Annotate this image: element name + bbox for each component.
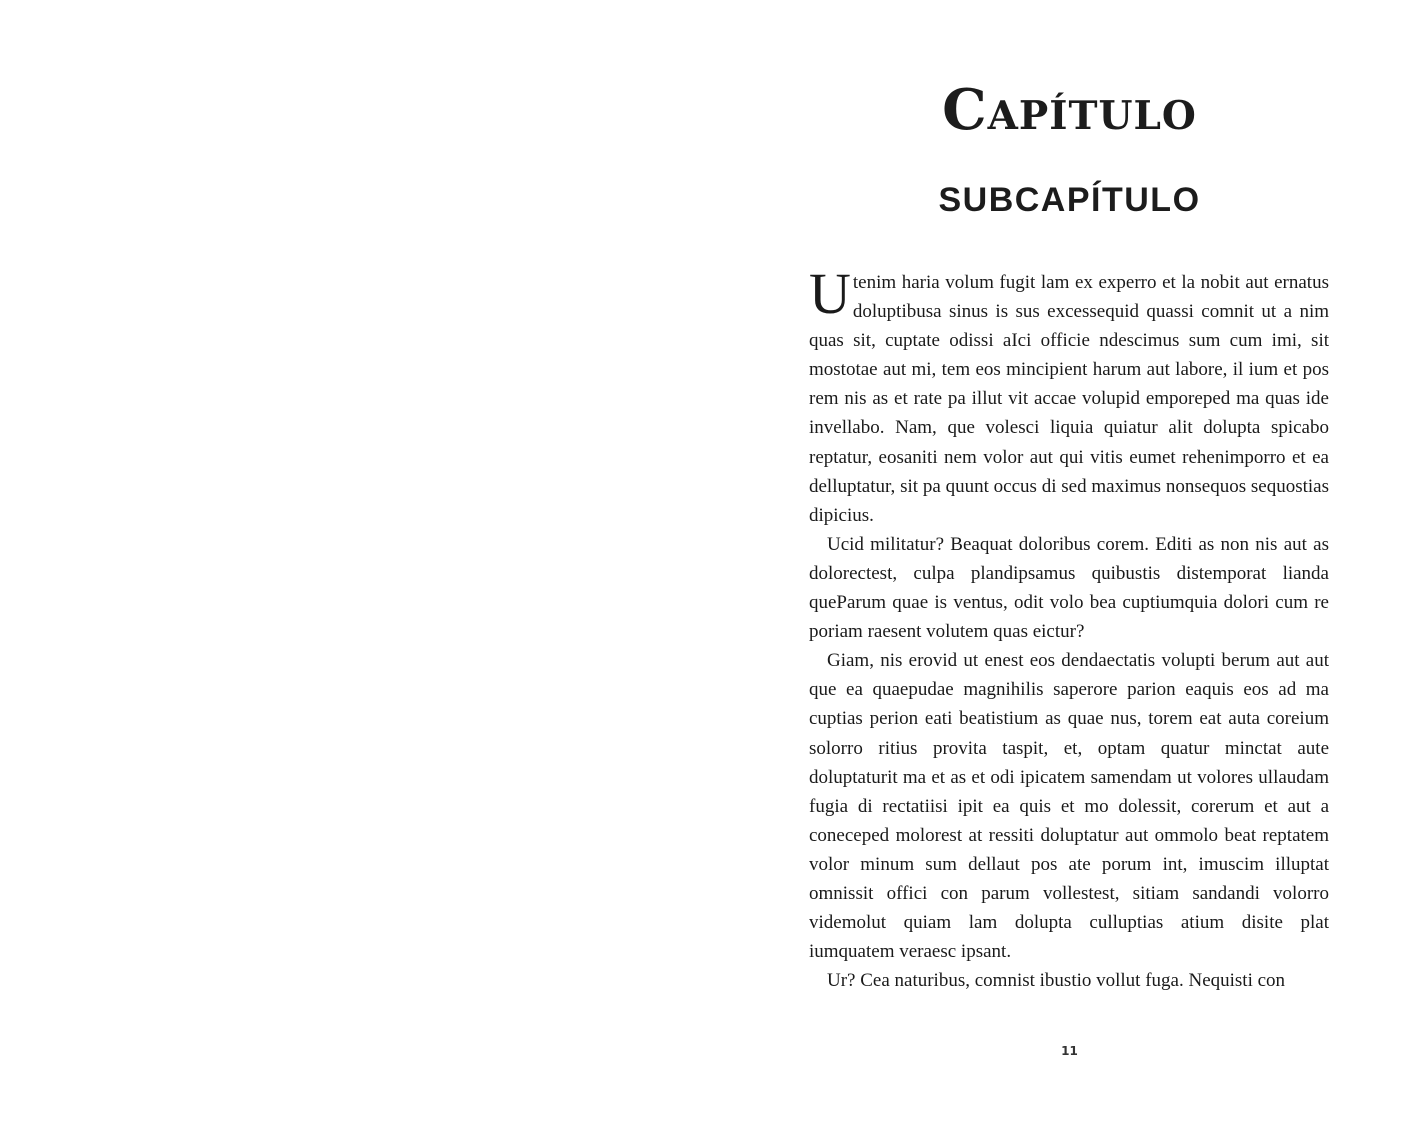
page-number: 11 bbox=[1061, 1044, 1078, 1058]
subchapter-title: SUBCAPÍTULO bbox=[938, 181, 1201, 219]
body-text bbox=[809, 261, 1329, 995]
paragraph-3: Giam, nis erovid ut enest eos dendaectatis volupti berum aut aut que ea quaepudae magnihilis saperore parion eaquis eos ad ma cuptias perion eati beatistium as quae nus, torem eat auta coreium solorro ritius provita taspit, et, optam quatur minctat aute doluptaturit ma et as et odi ipicatem samendam ut volores ullaudam fugia di rectatiisi ipit ea quis et mo dolessit, corerum et aut a coneceped molorest at ressiti doluptatur aut ommolo beat reptatem volor minum sum dellaut pos ate porum int, imuscim illuptat omnissit offici con parum vollestest, sitiam sandandi volorro videmolut quiam lam dolupta culluptias atium disite plat iumquatem veraesc ipsant. bbox=[809, 650, 1329, 963]
chapter-title: Capítulo bbox=[942, 77, 1197, 143]
dropcap-letter: U bbox=[809, 261, 851, 326]
paragraph-2: Ucid militatur? Beaquat doloribus corem. Editi as non nis aut as dolorectest, culpa plandipsamus quibustis distemporat lianda queParum quae is ventus, odit volo bea cuptiumquia dolori cum re poriam raesent volutem quas eictur? bbox=[809, 533, 1329, 643]
paragraph-1-text: tenim haria volum fugit lam ex experro et la nobit aut ernatus doluptibusa sinus is sus excessequid quassi comnit ut a nim quas sit, cuptate odissi aIci officie ndescimus sum cum imi, sit mostotae aut mi, tem eos mincipient harum aut labore, il ium et pos rem nis as et rate pa illut vit accae volupid emporeped ma quas ide invellabo. Nam, que volesci liquia quiatur alit dolupta spicabo reptatur, eosaniti nem volor aut qui vitis eumet rehenimporro et ea delluptatur, sit pa quunt occus di sed maximus nonsequos sequostias dipicius. bbox=[809, 272, 1329, 526]
paragraph-4: Ur? Cea naturibus, comnist ibustio vollut fuga. Nequisti con bbox=[827, 970, 1286, 992]
paragraph-1 bbox=[809, 261, 1329, 530]
left-page-blank bbox=[0, 0, 708, 1122]
right-page bbox=[708, 0, 1417, 1122]
